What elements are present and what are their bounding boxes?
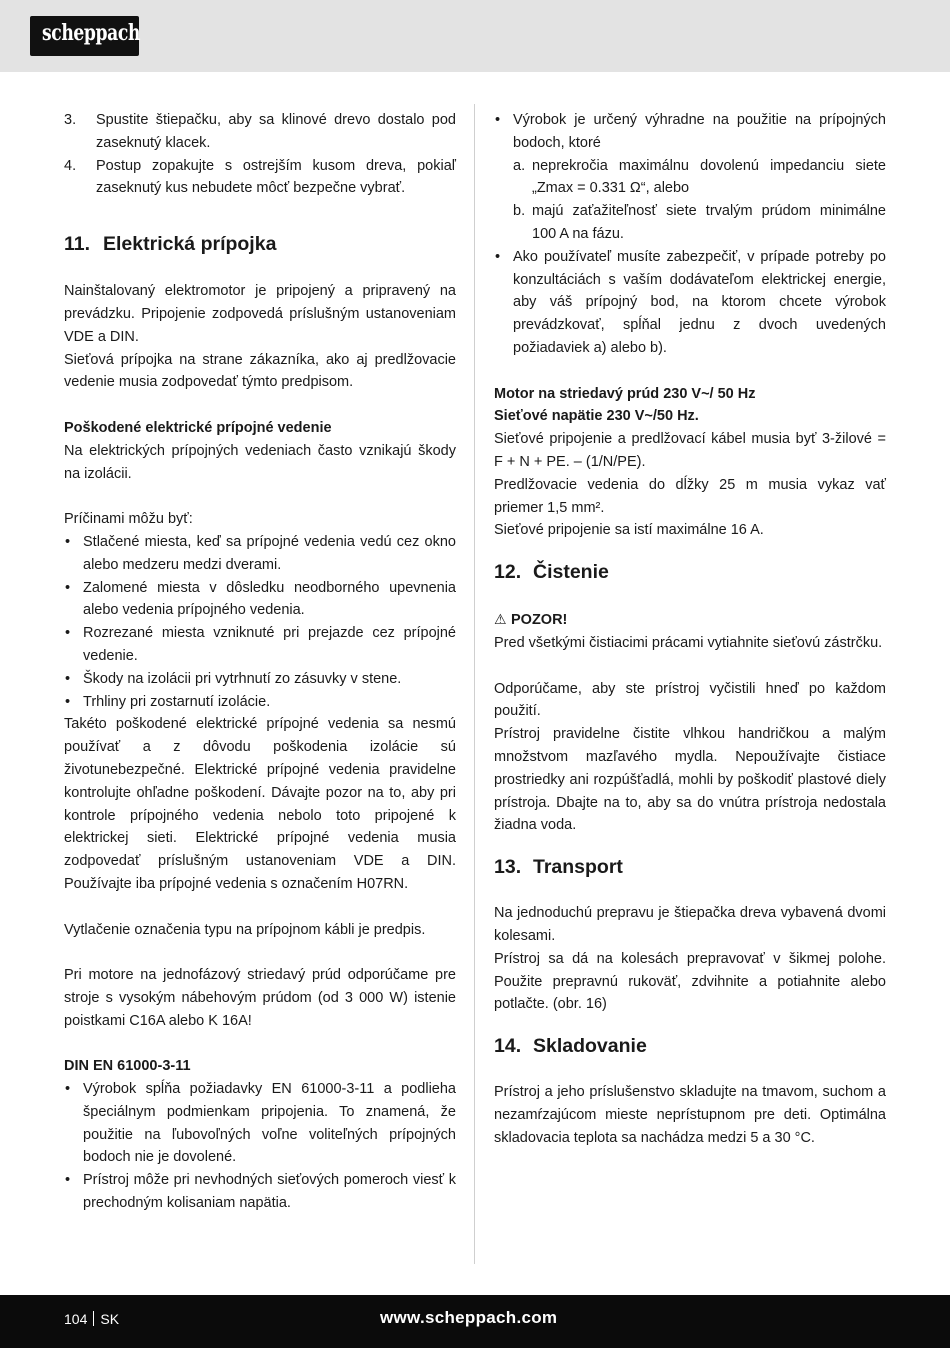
step-number: 3.	[64, 112, 77, 128]
causes-intro: Príčinami môžu byť:	[64, 511, 193, 528]
voltage-spec-line: Sieťové napätie 230 V~/50 Hz.	[494, 408, 699, 425]
step-text: Spustite štiepačku, aby sa klinové drevo dostalo pod zaseknutý klacek.	[96, 112, 456, 151]
right-column	[494, 109, 886, 1149]
section-title: Elektrická prípojka	[103, 233, 277, 256]
brand-logo	[30, 16, 139, 56]
warning-heading: ⚠ POZOR!	[494, 608, 886, 632]
section-number: 11.	[64, 233, 91, 256]
section-title: Čistenie	[533, 561, 609, 584]
subheading-damaged-cable: Poškodené elektrické prípojné vedenie	[64, 419, 332, 436]
paragraph: Na elektrických prípojných vedeniach často vznikajú škody na izolácii.	[64, 442, 456, 482]
paragraph: Pri motore na jednofázový striedavý prúd odporúčame pre stroje s vysokým nábehovým prúdom (od 3 000 W) istenie poistkami C16A alebo K 16A!	[64, 967, 456, 1029]
paragraph: Vytlačenie označenia typu na prípojnom kábli je predpis.	[64, 921, 426, 938]
list-item: • Ako používateľ musíte zabezpečiť, v prípade potreby po konzultáciách s vaším dodávateľom elektrickej energie, aby váš prípojný bod, na ktorom chcete výrobok prevádzkovať, spĺňal jednu z dvoch uvedených požiadaviek a) alebo b).	[495, 248, 886, 356]
sub-item-a: a. neprekročia maximálnu dovolenú impedanciu siete „Zmax = 0.331 Ω“, alebo	[513, 157, 886, 197]
page-footer	[0, 1295, 950, 1348]
list-item: • Rozrezané miesta vzniknuté pri prejazde cez prípojné vedenie.	[65, 625, 456, 664]
section-12-heading	[494, 559, 886, 585]
warning-triangle-icon: ⚠	[494, 611, 507, 628]
paragraph: Sieťové pripojenie a predlžovací kábel musia byť 3-žilové = F + N + PE. – (1/N/PE).	[494, 431, 886, 470]
section-13-heading	[494, 854, 886, 880]
brand-logo-text: scheppach	[41, 20, 141, 46]
section-14-heading	[494, 1033, 886, 1059]
step-text: Postup zopakujte s ostrejším kusom dreva, pokiaľ zaseknutý kus nebudete môcť bezpečne vybrať.	[96, 157, 456, 197]
subheading-din: DIN EN 61000-3-11	[64, 1058, 191, 1075]
section-number: 13.	[494, 856, 522, 879]
paragraph: Sieťová prípojka na strane zákazníka, ako aj predlžovacie vedenie musia zodpovedať týmto predpisom.	[64, 351, 456, 391]
paragraph: Pred všetkými čistiacimi prácami vytiahnite sieťovú zástrčku.	[494, 634, 883, 651]
paragraph: Odporúčame, aby ste prístroj vyčistili hneď po každom použití.	[494, 680, 886, 720]
list-item: • Výrobok spĺňa požiadavky EN 61000-3-11 a podlieha špeciálnym podmienkam pripojenia. To znamená, že použitie na ľubovoľných voľne voliteľných prípojných bodoch nie je dovolené.	[65, 1081, 456, 1166]
page-number-label	[64, 1311, 119, 1327]
step-3	[64, 109, 456, 155]
step-4	[64, 155, 456, 201]
page-number: 104	[64, 1311, 88, 1327]
website-url: www.scheppach.com	[380, 1308, 558, 1327]
list-item: • Stlačené miesta, keď sa prípojné vedenia vedú cez okno alebo medzeru medzi dverami.	[65, 533, 456, 573]
left-column	[64, 109, 456, 1215]
list-item: • Škody na izolácii pri vytrhnutí zo zásuvky v stene.	[65, 670, 402, 687]
column-divider	[474, 104, 475, 1264]
section-title: Skladovanie	[533, 1035, 647, 1058]
paragraph: Sieťové pripojenie sa istí maximálne 16 A.	[494, 522, 764, 539]
paragraph: Predlžovacie vedenia do dĺžky 25 m musia vykaz vať priemer 1,5 mm².	[494, 476, 886, 516]
footer-separator	[93, 1311, 94, 1326]
paragraph: Prístroj sa dá na kolesách prepravovať v šikmej polohe. Použite prepravnú rukoväť, zdvihnite a potiahnite alebo potlačte. (obr. 16)	[494, 950, 886, 1013]
page-header	[0, 0, 950, 72]
section-number: 14.	[494, 1035, 522, 1058]
paragraph: Na jednoduchú prepravu je štiepačka dreva vybavená dvomi kolesami.	[494, 905, 886, 944]
section-11-heading	[64, 231, 456, 257]
motor-spec-line: Motor na striedavý prúd 230 V~/ 50 Hz	[494, 385, 756, 402]
paragraph: Takéto poškodené elektrické prípojné vedenia sa nesmú používať a z dôvodu poškodenia izolácie sú životunebezpečné. Elektrické prípojné vedenia pravidelne kontrolujte ohľadne poškodení. Dávajte pozor na to, aby pri kontrole prípojného vedenia nebolo toto pripojené k elektrickej sieti. Elektrické prípojné vedenia musia zodpovedať príslušným ustanoveniam VDE a DIN. Používajte iba prípojné vedenia s označením H07RN.	[64, 716, 456, 892]
section-number: 12.	[494, 561, 522, 584]
paragraph: Prístroj a jeho príslušenstvo skladujte na tmavom, suchom a nezamŕzajúcom mieste neprístupnom pre deti. Optimálna skladovacia teplota sa nachádza medzi 5 a 30 °C.	[494, 1084, 886, 1146]
section-title: Transport	[533, 856, 623, 879]
language-code: SK	[100, 1311, 120, 1327]
sub-item-b: b. majú zaťažiteľnosť siete trvalým prúdom minimálne 100 A na fázu.	[513, 203, 886, 242]
step-number: 4.	[64, 157, 77, 174]
list-item: • Prístroj môže pri nevhodných sieťových pomeroch viesť k prechodným kolisaniam napätia.	[65, 1172, 456, 1212]
list-item: • Trhliny pri zostarnutí izolácie.	[65, 693, 271, 710]
list-item: • Zalomené miesta v dôsledku neodborného upevnenia alebo vedenia prípojného vedenia.	[65, 579, 456, 619]
paragraph: Prístroj pravidelne čistite vlhkou handričkou a malým množstvom mazľavého mydla. Nepoužívajte čistiace prostriedky ani rozpúšťadlá, mohli by poškodiť plastové diely prístroja. Dbajte na to, aby sa do vnútra prístroja nedostala žiadna voda.	[494, 726, 886, 834]
list-item: • Výrobok je určený výhradne na použitie na prípojných bodoch, ktoré	[495, 112, 886, 151]
paragraph: Nainštalovaný elektromotor je pripojený a pripravený na prevádzku. Pripojenie zodpovedá príslušným ustanoveniam VDE a DIN.	[64, 283, 456, 345]
